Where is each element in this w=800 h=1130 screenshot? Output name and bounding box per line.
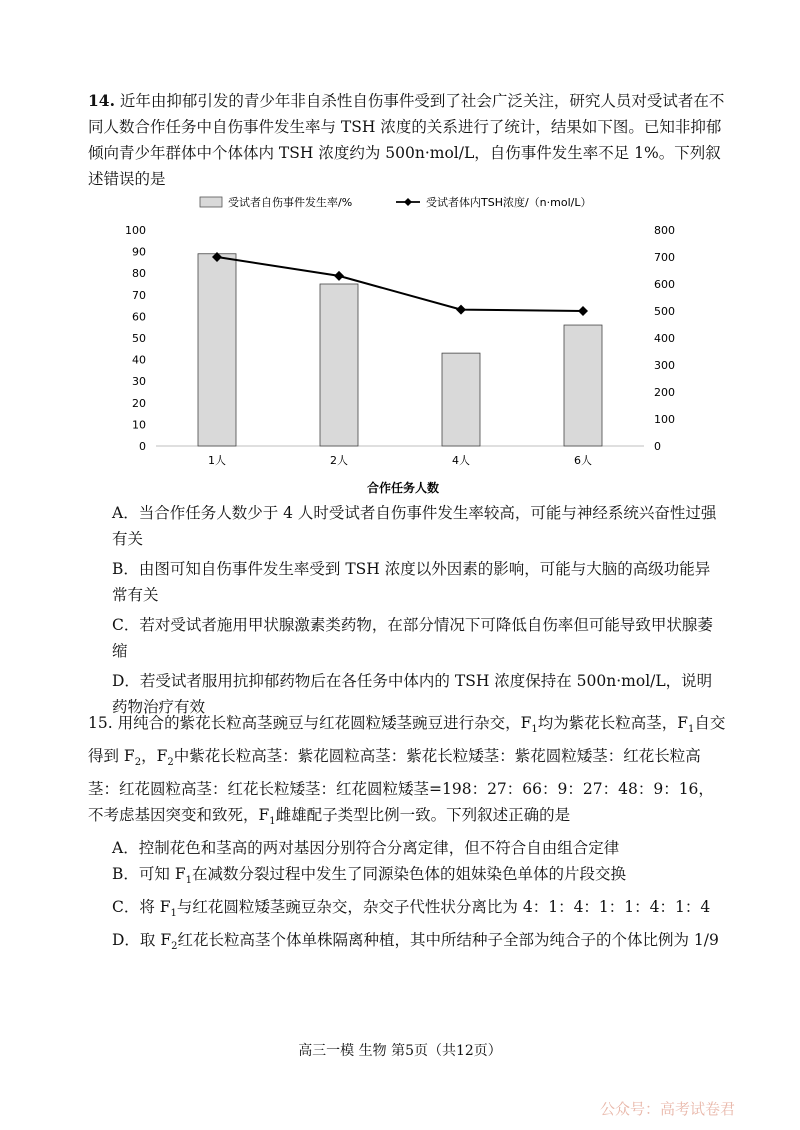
stem-text: 中紫花长粒高茎：紫花圆粒高茎：紫花长粒矮茎：紫花圆粒矮茎：红花长粒高茎：红花圆粒高茎：红花长粒矮茎：红花圆粒矮茎=198：27：66：9：27：48：9：16，不考虑基因突变和致死，F <box>88 747 714 825</box>
stem-sub: 2 <box>167 757 174 769</box>
option-a: A．当合作任务人数少于 4 人时受试者自伤事件发生率较高，可能与神经系统兴奋性过强有关 <box>112 504 717 548</box>
option-text: 在减数分裂过程中发生了同源染色体的姐妹染色单体的片段交换 <box>191 865 626 884</box>
question-stem <box>88 710 728 835</box>
question-number: 15. <box>88 714 113 732</box>
legend-bar-swatch <box>200 197 222 207</box>
option-a: A．控制花色和茎高的两对基因分别符合分离定律，但不符合自由组合定律 <box>112 839 620 858</box>
x-tick-label: 2人 <box>330 454 348 467</box>
bar <box>442 353 480 446</box>
option-b <box>112 861 728 894</box>
x-tick-label: 1人 <box>208 454 226 467</box>
q15-options <box>112 835 728 960</box>
option-sub: 2 <box>171 941 178 953</box>
option-sub: 1 <box>170 908 177 920</box>
chart-bars <box>198 254 602 446</box>
option-text: B．可知 F <box>112 865 186 884</box>
y-right-tick-label: 300 <box>654 359 675 372</box>
option-text: 红花长粒高茎个体单株隔离种植，其中所结种子全部为纯合子的个体比例为 1/9 <box>177 931 719 950</box>
bar <box>198 254 236 446</box>
y-left-tick-label: 100 <box>125 224 146 237</box>
option-c: C．若对受试者施用甲状腺激素类药物，在部分情况下可降低自伤率但可能导致甲状腺萎缩 <box>112 616 713 660</box>
question-stem: 近年由抑郁引发的青少年非自杀性自伤事件受到了社会广泛关注，研究人员对受试者在不同人数合作任务中自伤事件发生率与 TSH 浓度的关系进行了统计，结果如下图。已知非抑郁倾向青少年群体中个体体内 TSH 浓度约为 500n·mol/L，自伤事件发生率不足 1%。下列叙述错误的是 <box>88 92 725 188</box>
chart-legend <box>200 195 591 209</box>
x-axis-title: 合作任务人数 <box>366 481 440 495</box>
legend-line-label: 受试者体内TSH浓度/（n·mol/L） <box>426 196 592 209</box>
stem-text: 均为紫花长粒高茎，F <box>537 714 688 732</box>
legend-line-marker <box>404 198 412 206</box>
option-text: D．取 F <box>112 931 172 950</box>
stem-text: 用纯合的紫花长粒高茎豌豆与红花圆粒矮茎豌豆进行杂交，F <box>117 714 532 732</box>
y-right-tick-label: 800 <box>654 224 675 237</box>
y-left-tick-label: 10 <box>132 418 146 432</box>
y-right-tick-label: 400 <box>654 332 675 345</box>
stem-sub: 1 <box>688 724 695 736</box>
y-left-tick-label: 20 <box>132 396 146 410</box>
chart-svg <box>108 192 698 502</box>
y-left-tick-label: 0 <box>139 440 146 453</box>
question-number: 14. <box>88 91 115 110</box>
stem-text: 雌雄配子类型比例一致。下列叙述正确的是 <box>275 806 571 825</box>
y-left-tick-label: 30 <box>132 375 146 389</box>
chart-line <box>212 252 588 316</box>
option-c <box>112 894 728 927</box>
page-footer: 高三一模 生物 第5页（共12页） <box>298 1043 502 1059</box>
y-left-tick-label: 90 <box>132 245 146 259</box>
option-d <box>112 927 728 960</box>
stem-text: ，F <box>141 747 168 766</box>
option-d: D．若受试者服用抗抑郁药物后在各任务中体内的 TSH 浓度保持在 500n·mol/L，说明药物治疗有效 <box>112 672 713 716</box>
tsh-line <box>217 257 583 311</box>
y-right-tick-label: 200 <box>654 386 675 399</box>
bar <box>564 325 602 446</box>
question-14 <box>88 88 728 192</box>
y-right-tick-label: 0 <box>654 440 661 453</box>
combo-chart <box>108 192 698 502</box>
y-left-tick-label: 70 <box>132 288 146 302</box>
q14-options <box>112 500 720 724</box>
option-b: B．由图可知自伤事件发生率受到 TSH 浓度以外因素的影响，可能与大脑的高级功能异常有关 <box>112 560 711 604</box>
stem-sub: 1 <box>531 724 538 736</box>
y-right-tick-label: 500 <box>654 305 675 318</box>
chart-x-labels <box>208 454 592 467</box>
y-right-tick-label: 700 <box>654 251 675 264</box>
bar <box>320 284 358 446</box>
y-left-tick-label: 50 <box>132 332 146 345</box>
stem-sub: 1 <box>269 816 276 828</box>
stem-text: 自交得到 F <box>88 714 726 766</box>
stem-sub: 2 <box>134 757 142 769</box>
option-text: C．将 F <box>112 898 171 917</box>
line-point <box>456 305 466 315</box>
option-text: 与红花圆粒矮茎豌豆杂交，杂交子代性状分离比为 4：1：4：1：1：4：1：4 <box>176 898 711 917</box>
question-15 <box>88 710 728 961</box>
x-tick-label: 4人 <box>452 454 470 467</box>
y-left-tick-label: 60 <box>132 310 146 324</box>
y-right-tick-label: 600 <box>654 278 675 291</box>
y-right-tick-label: 100 <box>654 413 675 426</box>
watermark: 公众号：高考试卷君 <box>600 1100 736 1118</box>
option-sub: 1 <box>185 875 192 887</box>
x-tick-label: 6人 <box>574 454 592 467</box>
y-left-tick-label: 80 <box>132 267 146 281</box>
y-left-tick-label: 40 <box>132 353 146 367</box>
line-point <box>334 271 344 281</box>
line-point <box>578 306 588 316</box>
legend-bar-label: 受试者自伤事件发生率/% <box>228 196 353 209</box>
